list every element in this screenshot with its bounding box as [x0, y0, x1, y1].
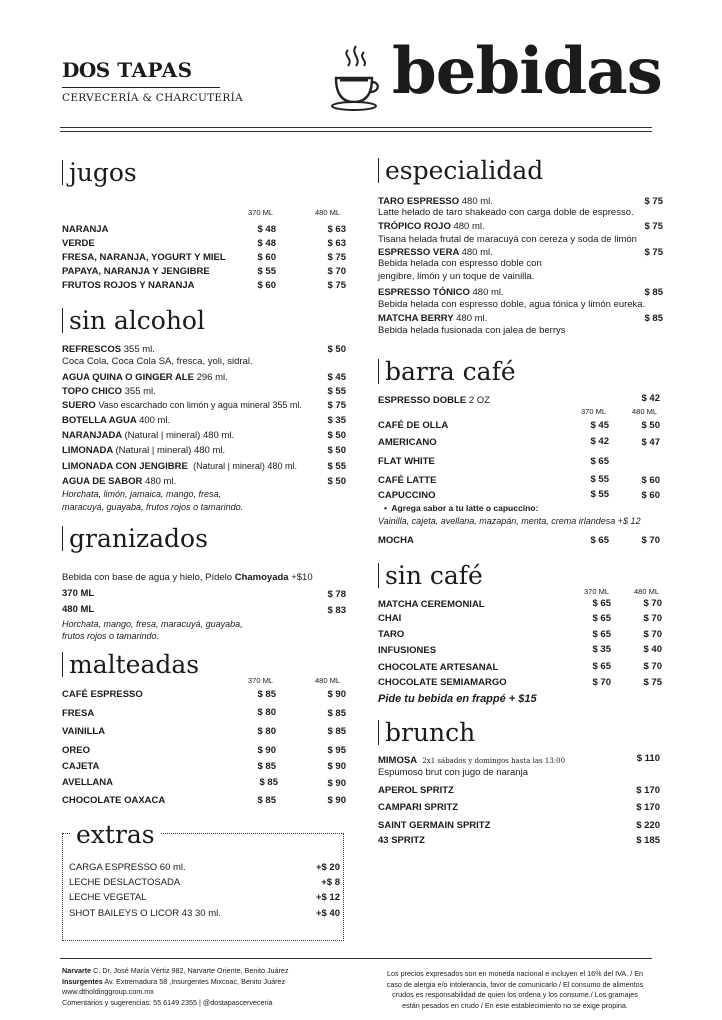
menu-item-name: CAFÉ DE OLLA — [378, 420, 449, 431]
menu-item-name: PAPAYA, NARANJA Y JENGIBRE — [62, 266, 210, 277]
price: $ 55 — [590, 489, 609, 500]
price: $ 47 — [641, 437, 660, 448]
price: $ 55 — [327, 386, 346, 397]
legal-line: están pesados en crudo / En este establecimiento no se exige propina. — [402, 1000, 628, 1010]
legal-line: crudos es responsabilidad de quien los ordena y los consume./ Los gramajes — [392, 990, 638, 999]
item-size: 296 ml. — [196, 372, 228, 383]
brand-name-b: TAPAS — [117, 58, 193, 82]
item-description: Bebida helada con espresso doble con — [378, 258, 542, 269]
legal-line: Los precios expresados son en moneda nacional e incluyen el 16% del IVA. / En — [387, 969, 643, 978]
item-description: Espumoso brut con jugo de naranja — [378, 767, 528, 778]
col-header: 480 ML — [315, 208, 341, 217]
menu-item-name: FRESA — [62, 708, 95, 719]
price: $ 55 — [327, 461, 346, 472]
col-header: 480 ML — [632, 407, 658, 416]
menu-item-name: FLAT WHITE — [378, 456, 435, 467]
menu-item-name: SUERO — [62, 400, 96, 411]
menu-item-name: OREO — [62, 745, 90, 756]
price: $ 170 — [636, 785, 660, 796]
price: $ 90 — [257, 745, 276, 756]
price: $ 65 — [592, 629, 611, 640]
price: $ 85 — [644, 287, 663, 298]
item-description: frutos rojos o tamarindo. — [62, 631, 160, 641]
price: $ 42 — [641, 393, 660, 404]
item-description: Tisana helada frutal de maracuyá con cereza y soda de limón — [378, 234, 637, 245]
menu-item-name: 480 ML — [62, 604, 95, 615]
menu-item-name: 370 ML — [62, 588, 95, 599]
price: $ 78 — [327, 589, 346, 600]
price: $ 70 — [643, 661, 662, 672]
col-header: 480 ML — [315, 676, 341, 685]
promo-note: 2x1 sábados y domingos hasta las 13:00 — [422, 757, 566, 765]
item-description: Bebida helada con espresso doble, agua tónica y limón eureka. — [378, 299, 646, 310]
header-divider — [60, 127, 652, 128]
frappe-note: Pide tu bebida en frappé + $15 — [378, 693, 537, 705]
menu-item-name: BOTELLA AGUA — [62, 415, 137, 426]
item-size: 355 ml. — [124, 386, 156, 397]
item-description: maracuyá, guayaba, frutos rojos o tamarindo. — [62, 502, 244, 512]
price: $ 83 — [327, 605, 346, 616]
price: $ 70 — [643, 629, 662, 640]
price: $ 90 — [327, 689, 346, 700]
menu-item-name: CAFÉ LATTE — [378, 475, 437, 486]
item-size: 480 ml. — [453, 221, 485, 232]
price: $ 35 — [592, 644, 611, 655]
section-title-sin-alcohol: sin alcohol — [62, 308, 205, 333]
brand-divider — [62, 87, 220, 88]
contact-info: Comentarios y sugerencias: 55 6149 2355 | @dostapascerveceria — [62, 997, 273, 1007]
menu-item-name: CHAI — [378, 613, 402, 624]
menu-item-name: ESPRESSO VERA — [378, 247, 459, 258]
item-description: Coca Cola, Coca Cola SA, fresca, yoli, sidral. — [62, 356, 253, 367]
price: $ 60 — [257, 280, 276, 291]
price: $ 40 — [643, 644, 662, 655]
menu-item-name: MATCHA BERRY — [378, 313, 454, 324]
price: $ 50 — [327, 344, 346, 355]
col-header: 480 ML — [634, 587, 660, 596]
menu-item-name: LIMONADA — [62, 445, 113, 456]
brand-logo — [62, 58, 193, 82]
menu-item-name: MIMOSA — [378, 755, 418, 766]
price: $ 75 — [327, 252, 346, 263]
section-title-barra-cafe: barra café — [378, 359, 516, 384]
price: +$ 8 — [321, 877, 340, 888]
item-size: 480 ml. — [472, 287, 504, 298]
menu-item-name: CAJETA — [62, 761, 100, 772]
extra-item-name: SHOT BAILEYS O LICOR 43 30 ml. — [69, 908, 221, 919]
footer-addresses — [62, 966, 362, 1008]
menu-item-name: NARANJA — [62, 224, 109, 235]
menu-item-name: VERDE — [62, 238, 95, 249]
price: +$ 20 — [315, 862, 340, 873]
menu-item-name: MATCHA CEREMONIAL — [378, 599, 485, 610]
item-size: 2 OZ — [468, 395, 490, 406]
brand-subtitle: CERVECERÍA & CHARCUTERÍA — [62, 92, 243, 104]
price: $ 70 — [592, 677, 611, 688]
price: $ 85 — [327, 708, 346, 719]
menu-item-name: AVELLANA — [62, 777, 114, 788]
price: $ 75 — [644, 196, 663, 207]
menu-item-name: ESPRESSO DOBLE — [378, 395, 467, 406]
price: $ 90 — [327, 795, 346, 806]
menu-item-name: CHOCOLATE ARTESANAL — [378, 662, 499, 673]
section-title-sin-cafe: sin café — [378, 563, 483, 588]
item-size: 480 ml. — [461, 247, 493, 258]
price: $ 42 — [590, 436, 609, 447]
price: $ 75 — [644, 247, 663, 258]
menu-item-name: FRUTOS ROJOS Y NARANJA — [62, 280, 195, 291]
price: $ 75 — [327, 280, 346, 291]
price: +$ 12 — [315, 892, 340, 903]
price: $ 85 — [257, 795, 276, 806]
section-title-extras: extras — [70, 820, 161, 849]
item-size: 480 ml. — [145, 476, 177, 487]
price: $ 65 — [592, 613, 611, 624]
price: $ 45 — [590, 420, 609, 431]
section-title-granizados: granizados — [62, 526, 208, 551]
menu-item-name: CHOCOLATE SEMIAMARGO — [378, 677, 507, 688]
menu-item-name: CHOCOLATE OAXACA — [62, 795, 166, 806]
item-size: (Natural | mineral) 480 ml. — [124, 430, 235, 441]
price: $ 75 — [327, 400, 346, 411]
website-link[interactable]: www.dtholdinggroup.com.mx — [62, 987, 154, 996]
item-size: 355 ml. — [123, 344, 155, 355]
item-description: Latte helado de taro shakeado con carga doble de espresso. — [378, 207, 634, 218]
menu-item-name: NARANJADA — [62, 430, 122, 441]
footer-divider — [60, 958, 652, 959]
menu-item-name: TARO — [378, 629, 405, 640]
price: $ 50 — [641, 420, 660, 431]
legal-line: caso de alergia e/o intolerancia, favor de comunicarlo / El consumo de alimentos — [386, 979, 644, 989]
col-header: 370 ML — [248, 676, 274, 685]
item-description: jengibre, limón y un toque de vainilla. — [378, 271, 535, 282]
chamoyada-label: Chamoyada — [234, 572, 289, 583]
branch-address: Av. Extremadura 58 ,Insurgentes Mixcoac, Benito Juárez — [104, 976, 286, 986]
menu-item-name: APEROL SPRITZ — [378, 785, 454, 796]
branch-name: Insurgentes — [62, 976, 103, 986]
price: $ 75 — [643, 677, 662, 688]
item-size: 480 ml. — [461, 196, 493, 207]
col-header: 370 ML — [248, 208, 274, 217]
menu-item-name: LIMONADA CON JENGIBRE — [62, 461, 188, 472]
menu-item-name: CAFÉ ESPRESSO — [62, 689, 143, 700]
price: $ 63 — [327, 238, 346, 249]
price: $ 85 — [257, 689, 276, 700]
price: $ 45 — [327, 372, 346, 383]
price: $ 50 — [327, 430, 346, 441]
price: $ 75 — [644, 221, 663, 232]
menu-item-name: INFUSIONES — [378, 645, 437, 656]
price: $ 80 — [257, 726, 276, 737]
menu-item-name: VAINILLA — [62, 726, 106, 737]
item-description: Horchata, limón, jamaica, mango, fresa, — [62, 489, 222, 499]
price: $ 170 — [636, 802, 660, 813]
price: $ 35 — [327, 415, 346, 426]
menu-item-name: SAINT GERMAIN SPRITZ — [378, 820, 491, 831]
item-size: (Natural | mineral) 480 ml. — [115, 445, 226, 456]
section-title-especialidad: especialidad — [378, 158, 543, 183]
price: $ 63 — [327, 224, 346, 235]
price: $ 65 — [590, 456, 609, 467]
menu-item-name: AGUA QUINA O GINGER ALE — [62, 372, 194, 383]
price: $ 60 — [641, 475, 660, 486]
extra-item-name: LECHE DESLACTOSADA — [69, 877, 181, 888]
menu-item-name: CAMPARI SPRITZ — [378, 802, 459, 813]
price: $ 70 — [641, 535, 660, 546]
section-title-brunch: brunch — [378, 720, 475, 745]
item-size: 480 ml. — [456, 313, 488, 324]
menu-item-name: TARO ESPRESSO — [378, 196, 460, 207]
section-title-malteadas: malteadas — [62, 652, 199, 677]
price: $ 80 — [257, 707, 276, 718]
brand-name-a: DOS — [62, 58, 110, 82]
item-size: (Natural | mineral) 480 ml. — [193, 461, 297, 471]
header-divider-2 — [60, 131, 652, 132]
menu-item-name: TOPO CHICO — [62, 386, 122, 397]
price: $ 85 — [327, 726, 346, 737]
price: $ 50 — [327, 476, 346, 487]
price: $ 65 — [592, 661, 611, 672]
price: +$ 40 — [315, 908, 340, 919]
menu-item-name: MOCHA — [378, 535, 414, 546]
page-title: bebidas — [392, 34, 662, 109]
section-title-jugos: jugos — [62, 160, 137, 185]
item-description: Bebida helada fusionada con jalea de berrys — [378, 325, 566, 336]
price: $ 95 — [327, 745, 346, 756]
price: +$10 — [291, 572, 313, 583]
menu-item-name: ESPRESSO TÓNICO — [378, 287, 470, 298]
menu-item-name: AGUA DE SABOR — [62, 476, 143, 487]
price: $ 48 — [257, 238, 276, 249]
menu-item-name: REFRESCOS — [62, 344, 122, 355]
price: $ 65 — [590, 535, 609, 546]
price: $ 220 — [636, 820, 660, 831]
menu-item-name: TRÓPICO ROJO — [378, 221, 451, 232]
footer-legal — [370, 969, 660, 1011]
flavor-options: Vainilla, cajeta, avellana, mazapán, menta, crema irlandesa +$ 12 — [378, 516, 641, 526]
price: $ 90 — [327, 761, 346, 772]
price: $ 90 — [327, 778, 346, 789]
price: $ 70 — [643, 598, 662, 609]
menu-item-name: FRESA, NARANJA, YOGURT Y MIEL — [62, 252, 226, 263]
item-description: Horchata, mango, fresa, maracuyá, guayaba, — [62, 619, 243, 629]
menu-item-name: AMERICANO — [378, 437, 437, 448]
price: $ 48 — [257, 224, 276, 235]
flavor-add-note: Agrega sabor a tu latte o capuccino: — [391, 503, 539, 513]
price: $ 85 — [257, 761, 276, 772]
price: $ 50 — [327, 445, 346, 456]
price: $ 70 — [643, 613, 662, 624]
price: $ 60 — [641, 490, 660, 501]
price: $ 185 — [636, 835, 660, 846]
col-header: 370 ML — [581, 407, 607, 416]
price: $ 110 — [636, 753, 660, 764]
price: $ 70 — [327, 266, 346, 277]
price: $ 60 — [257, 252, 276, 263]
coffee-cup-icon — [328, 44, 380, 114]
price: $ 85 — [644, 313, 663, 324]
price: $ 55 — [590, 474, 609, 485]
extra-item-name: LECHE VEGETAL — [69, 892, 147, 903]
menu-item-name: CAPUCCINO — [378, 490, 436, 501]
item-size: 400 ml. — [139, 415, 171, 426]
price: $ 85 — [259, 777, 278, 788]
branch-name: Narvarte — [62, 966, 92, 975]
extra-item-name: CARGA ESPRESSO 60 ml. — [69, 862, 186, 873]
item-description: Vaso escarchado con limón y agua mineral 355 ml. — [98, 400, 302, 410]
price: $ 65 — [592, 598, 611, 609]
branch-address: C. Dr. José María Vértiz 982, Narvarte Oriente, Benito Juárez — [93, 966, 289, 975]
price: $ 55 — [257, 266, 276, 277]
item-description: Bebida con base de agua y hielo, Pídelo — [62, 572, 233, 583]
col-header: 370 ML — [584, 587, 610, 596]
menu-item-name: 43 SPRITZ — [378, 835, 425, 846]
